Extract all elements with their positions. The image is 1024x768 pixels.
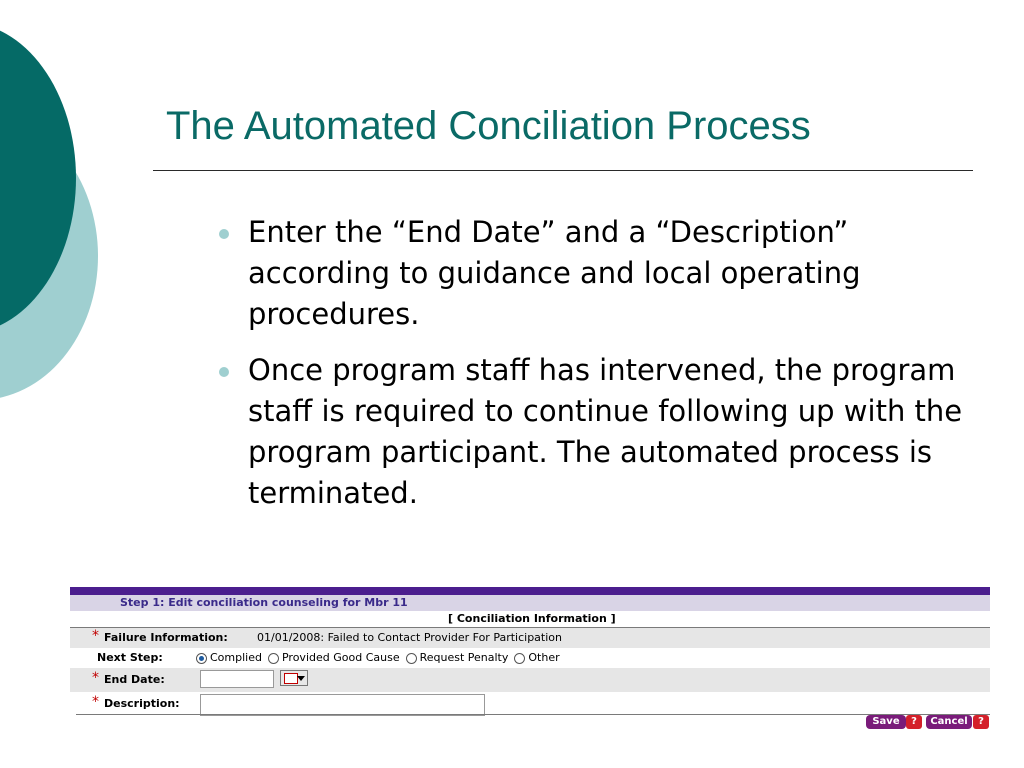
radio-label-other: Other (528, 651, 560, 664)
next-step-row (70, 648, 990, 668)
bullet-text: Enter the “End Date” and a “Description” according to guidance and local operating procedures. (248, 215, 861, 331)
section-title: [ Conciliation Information ] (70, 611, 990, 628)
end-date-row (70, 668, 990, 692)
radio-label-complied: Complied (210, 651, 262, 664)
failure-information-row (70, 628, 990, 648)
bullet-text: Once program staff has intervened, the program staff is required to continue following up with the program participant. The automated process is terminated. (248, 353, 963, 510)
bullet-dot-icon (219, 367, 229, 377)
bullet-item (216, 350, 976, 514)
radio-complied[interactable] (196, 648, 262, 668)
end-date-label: End Date: (104, 673, 165, 686)
description-input[interactable] (200, 694, 485, 716)
bullet-item (216, 212, 976, 335)
cancel-help-icon[interactable]: ? (973, 715, 989, 729)
required-asterisk: * (92, 628, 99, 644)
radio-label-request-penalty: Request Penalty (419, 651, 509, 664)
description-label: Description: (104, 697, 180, 710)
bullet-list (216, 212, 976, 529)
calendar-picker-icon[interactable] (280, 670, 308, 686)
radio-empty-icon[interactable] (406, 653, 417, 664)
radio-request-penalty[interactable] (406, 648, 509, 668)
end-date-input[interactable] (200, 670, 274, 688)
radio-other[interactable] (514, 648, 559, 668)
next-step-label: Next Step: (97, 651, 163, 664)
required-asterisk: * (92, 670, 99, 686)
slide-title: The Automated Conciliation Process (166, 104, 811, 148)
radio-empty-icon[interactable] (268, 653, 279, 664)
failure-information-label: Failure Information: (104, 631, 228, 644)
form-bottom-divider (76, 714, 990, 715)
save-help-icon[interactable]: ? (906, 715, 922, 729)
radio-provided-good-cause[interactable] (268, 648, 400, 668)
form-header-bar (70, 587, 990, 595)
radio-label-good-cause: Provided Good Cause (281, 651, 400, 664)
required-asterisk: * (92, 694, 99, 710)
save-button[interactable]: Save (866, 715, 906, 729)
failure-information-value: 01/01/2008: Failed to Contact Provider For Participation (257, 631, 562, 644)
description-row (70, 692, 990, 716)
step-title: Step 1: Edit conciliation counseling for Mbr 11 (70, 595, 990, 611)
title-divider (153, 170, 973, 171)
radio-selected-icon[interactable] (196, 653, 207, 664)
next-step-radio-group (196, 648, 566, 668)
cancel-button[interactable]: Cancel (926, 715, 972, 729)
conciliation-form-screenshot (70, 587, 990, 716)
bullet-dot-icon (219, 229, 229, 239)
radio-empty-icon[interactable] (514, 653, 525, 664)
